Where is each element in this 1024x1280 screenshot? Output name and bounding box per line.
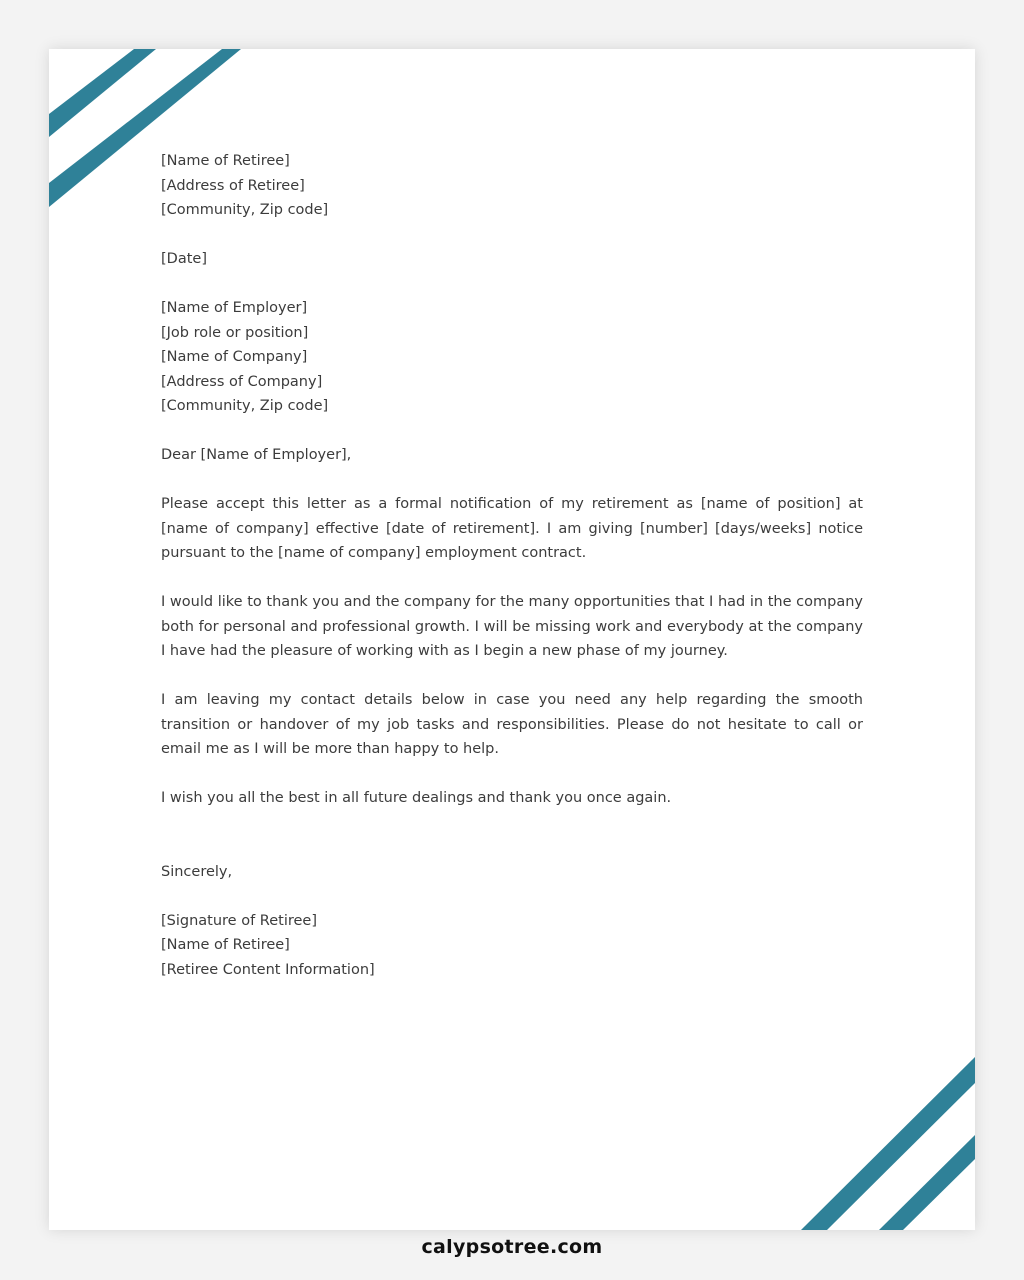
salutation: Dear [Name of Employer], — [161, 447, 352, 463]
recipient-role: [Job role or position] — [161, 324, 309, 341]
letter-date: [Date] — [161, 251, 207, 267]
sender-address: [Address of Retiree] — [161, 177, 305, 194]
sender-community-zip: [Community, Zip code] — [161, 202, 329, 218]
recipient-community-zip: [Community, Zip code] — [161, 398, 329, 414]
paragraph-contact: I am leaving my contact details below in case you need any help regarding the smooth transition or handover of my job tasks and responsibilities. Please do not hesitate to call or email me as I will be more than happy to help. — [161, 692, 863, 757]
letter-body — [161, 149, 863, 982]
closing: Sincerely, — [161, 863, 233, 880]
sender-name: [Name of Retiree] — [161, 153, 290, 169]
recipient-address: [Address of Company] — [161, 373, 323, 390]
watermark: calypsotree.com — [421, 1236, 603, 1258]
letter-page — [49, 49, 975, 1230]
bottom-right-stripe-outer — [801, 1057, 975, 1230]
recipient-company: [Name of Company] — [161, 349, 308, 365]
signature-contact: [Retiree Content Information] — [161, 961, 375, 978]
signature-name: [Name of Retiree] — [161, 937, 290, 953]
paragraph-thanks: I would like to thank you and the company for the many opportunities that I had in the company both for personal and professional growth. I will be missing work and everybody at the company I have had the pleasure of working with as I begin a new phase of my journey. — [161, 594, 863, 659]
signature-line: [Signature of Retiree] — [161, 912, 318, 929]
paragraph-wishes: I wish you all the best in all future dealings and thank you once again. — [161, 790, 672, 806]
recipient-name: [Name of Employer] — [161, 300, 308, 316]
paragraph-notification: Please accept this letter as a formal notification of my retirement as [name of position] at [name of company] effective [date of retirement]. I am giving [number] [days/weeks] notice pursuant to the [name of company] employment contract. — [161, 496, 863, 561]
